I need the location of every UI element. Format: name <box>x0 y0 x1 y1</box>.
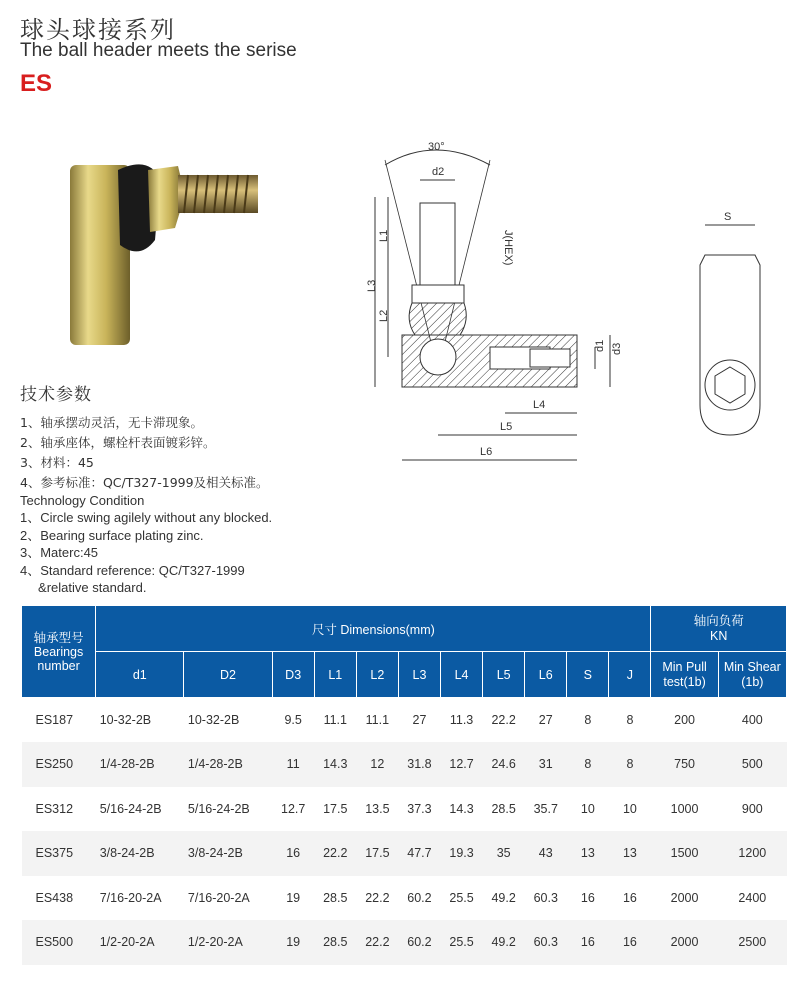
table-cell: 1/4-28-2B <box>184 742 272 787</box>
col-header: J <box>609 652 651 698</box>
specs-title-en: Technology Condition <box>20 493 145 508</box>
side-view-drawing <box>680 205 780 455</box>
spec-en-2: 2、Bearing surface plating zinc. <box>20 527 204 543</box>
table-cell: 27 <box>398 698 440 743</box>
table-cell: ES500 <box>22 920 96 965</box>
page-title-en: The ball header meets the serise <box>20 40 297 61</box>
table-cell: 8 <box>567 742 609 787</box>
table-cell: 2000 <box>651 876 718 921</box>
table-cell: 60.3 <box>525 920 567 965</box>
col-header: D3 <box>272 652 314 698</box>
col-header: L5 <box>483 652 525 698</box>
table-cell: 12.7 <box>441 742 483 787</box>
dimensions-table <box>21 605 787 965</box>
table-cell: 17.5 <box>356 831 398 876</box>
table-cell: 60.2 <box>398 876 440 921</box>
hex-label: J(HEX) <box>502 230 514 266</box>
table-cell: 3/8-24-2B <box>184 831 272 876</box>
table-cell: 16 <box>567 920 609 965</box>
table-cell: 13 <box>609 831 651 876</box>
table-cell: 5/16-24-2B <box>184 787 272 832</box>
d2-label: d2 <box>432 166 445 178</box>
col-header: L1 <box>314 652 356 698</box>
table-cell: 49.2 <box>483 920 525 965</box>
table-cell: 49.2 <box>483 876 525 921</box>
table-cell: 27 <box>525 698 567 743</box>
table-cell: 22.2 <box>356 920 398 965</box>
table-cell: 25.5 <box>441 876 483 921</box>
table-cell: 14.3 <box>314 742 356 787</box>
table-cell: 60.3 <box>525 876 567 921</box>
table-cell: 7/16-20-2A <box>184 876 272 921</box>
col-header: d1 <box>96 652 184 698</box>
s-label: S <box>724 211 732 223</box>
table-cell: 11.1 <box>356 698 398 743</box>
table-cell: 2000 <box>651 920 718 965</box>
page-title-cn: 球头球接系列 <box>20 16 176 44</box>
table-cell: 2400 <box>718 876 786 921</box>
table-cell: 19 <box>272 920 314 965</box>
specs-title-cn: 技术参数 <box>20 385 92 405</box>
spec-en-5: &relative standard. <box>20 580 147 595</box>
dimensions-header: 尺寸 Dimensions(mm) <box>96 606 651 652</box>
table-cell: 28.5 <box>314 920 356 965</box>
spec-cn-1: 1、轴承摆动灵活，无卡滞现象。 <box>20 415 203 430</box>
table-cell: 1500 <box>651 831 718 876</box>
table-cell: 24.6 <box>483 742 525 787</box>
col-header: L3 <box>398 652 440 698</box>
table-row <box>22 698 787 743</box>
table-cell: 19.3 <box>441 831 483 876</box>
table-cell: 47.7 <box>398 831 440 876</box>
table-cell: 500 <box>718 742 786 787</box>
spec-cn-4: 4、参考标准：QC/T327-1999及相关标准。 <box>20 475 269 490</box>
table-cell: ES250 <box>22 742 96 787</box>
l1-label: L1 <box>378 229 390 242</box>
table-cell: ES438 <box>22 876 96 921</box>
table-cell: 10-32-2B <box>96 698 184 743</box>
angle-label: 30° <box>428 141 445 153</box>
spec-en-4: 4、Standard reference: QC/T327-1999 <box>20 562 245 578</box>
table-cell: 750 <box>651 742 718 787</box>
table-cell: 17.5 <box>314 787 356 832</box>
table-row <box>22 831 787 876</box>
table-cell: 900 <box>718 787 786 832</box>
table-cell: 28.5 <box>314 876 356 921</box>
l3-label: L3 <box>366 279 378 292</box>
l5-label: L5 <box>500 421 513 433</box>
product-photo <box>60 150 280 350</box>
table-cell: 7/16-20-2A <box>96 876 184 921</box>
d3-label: d3 <box>611 342 623 355</box>
table-cell: 1000 <box>651 787 718 832</box>
table-cell: 13.5 <box>356 787 398 832</box>
table-cell: 11 <box>272 742 314 787</box>
model-header: 轴承型号 Bearings number <box>22 606 96 698</box>
table-row <box>22 876 787 921</box>
table-cell: 16 <box>272 831 314 876</box>
spec-cn-2: 2、轴承座体，螺栓杆表面镀彩锌。 <box>20 435 216 450</box>
tech-specs <box>20 380 272 597</box>
spec-en-1: 1、Circle swing agilely without any blocked. <box>20 510 273 525</box>
table-cell: 31.8 <box>398 742 440 787</box>
table-cell: 19 <box>272 876 314 921</box>
technical-drawing <box>350 135 650 475</box>
table-cell: 8 <box>567 698 609 743</box>
col-header: L2 <box>356 652 398 698</box>
table-cell: 8 <box>609 698 651 743</box>
table-cell: 12 <box>356 742 398 787</box>
col-header: D2 <box>184 652 272 698</box>
table-row <box>22 787 787 832</box>
table-cell: ES312 <box>22 787 96 832</box>
table-cell: 25.5 <box>441 920 483 965</box>
table-cell: 1/2-20-2A <box>96 920 184 965</box>
table-cell: 35 <box>483 831 525 876</box>
d1-label: d1 <box>594 339 606 352</box>
table-cell: 400 <box>718 698 786 743</box>
table-cell: 1200 <box>718 831 786 876</box>
col-header: L4 <box>441 652 483 698</box>
table-cell: 37.3 <box>398 787 440 832</box>
table-cell: 13 <box>567 831 609 876</box>
table-cell: 43 <box>525 831 567 876</box>
table-cell: ES187 <box>22 698 96 743</box>
table-cell: 11.1 <box>314 698 356 743</box>
table-cell: 11.3 <box>441 698 483 743</box>
table-cell: 1/4-28-2B <box>96 742 184 787</box>
col-header: Min Shear (1b) <box>718 652 786 698</box>
table-cell: 60.2 <box>398 920 440 965</box>
spec-en-3: 3、Materc:45 <box>20 545 99 560</box>
table-cell: 22.2 <box>356 876 398 921</box>
table-cell: 8 <box>609 742 651 787</box>
col-header: S <box>567 652 609 698</box>
table-cell: 22.2 <box>314 831 356 876</box>
table-cell: 3/8-24-2B <box>96 831 184 876</box>
table-cell: 1/2-20-2A <box>184 920 272 965</box>
table-cell: ES375 <box>22 831 96 876</box>
table-cell: 200 <box>651 698 718 743</box>
l4-label: L4 <box>533 399 546 411</box>
l2-label: L2 <box>378 309 390 322</box>
table-cell: 10 <box>609 787 651 832</box>
table-row <box>22 920 787 965</box>
load-header: 轴向负荷 KN <box>651 606 787 652</box>
col-header: L6 <box>525 652 567 698</box>
model-code: ES <box>20 70 53 97</box>
table-cell: 31 <box>525 742 567 787</box>
table-cell: 22.2 <box>483 698 525 743</box>
table-cell: 16 <box>567 876 609 921</box>
table-row <box>22 742 787 787</box>
spec-cn-3: 3、材料：45 <box>20 455 94 470</box>
table-cell: 9.5 <box>272 698 314 743</box>
col-header: Min Pull test(1b) <box>651 652 718 698</box>
table-cell: 10-32-2B <box>184 698 272 743</box>
table-cell: 12.7 <box>272 787 314 832</box>
table-cell: 2500 <box>718 920 786 965</box>
table-cell: 10 <box>567 787 609 832</box>
table-cell: 16 <box>609 920 651 965</box>
table-cell: 5/16-24-2B <box>96 787 184 832</box>
table-cell: 14.3 <box>441 787 483 832</box>
table-cell: 35.7 <box>525 787 567 832</box>
table-cell: 16 <box>609 876 651 921</box>
table-cell: 28.5 <box>483 787 525 832</box>
l6-label: L6 <box>480 446 493 458</box>
